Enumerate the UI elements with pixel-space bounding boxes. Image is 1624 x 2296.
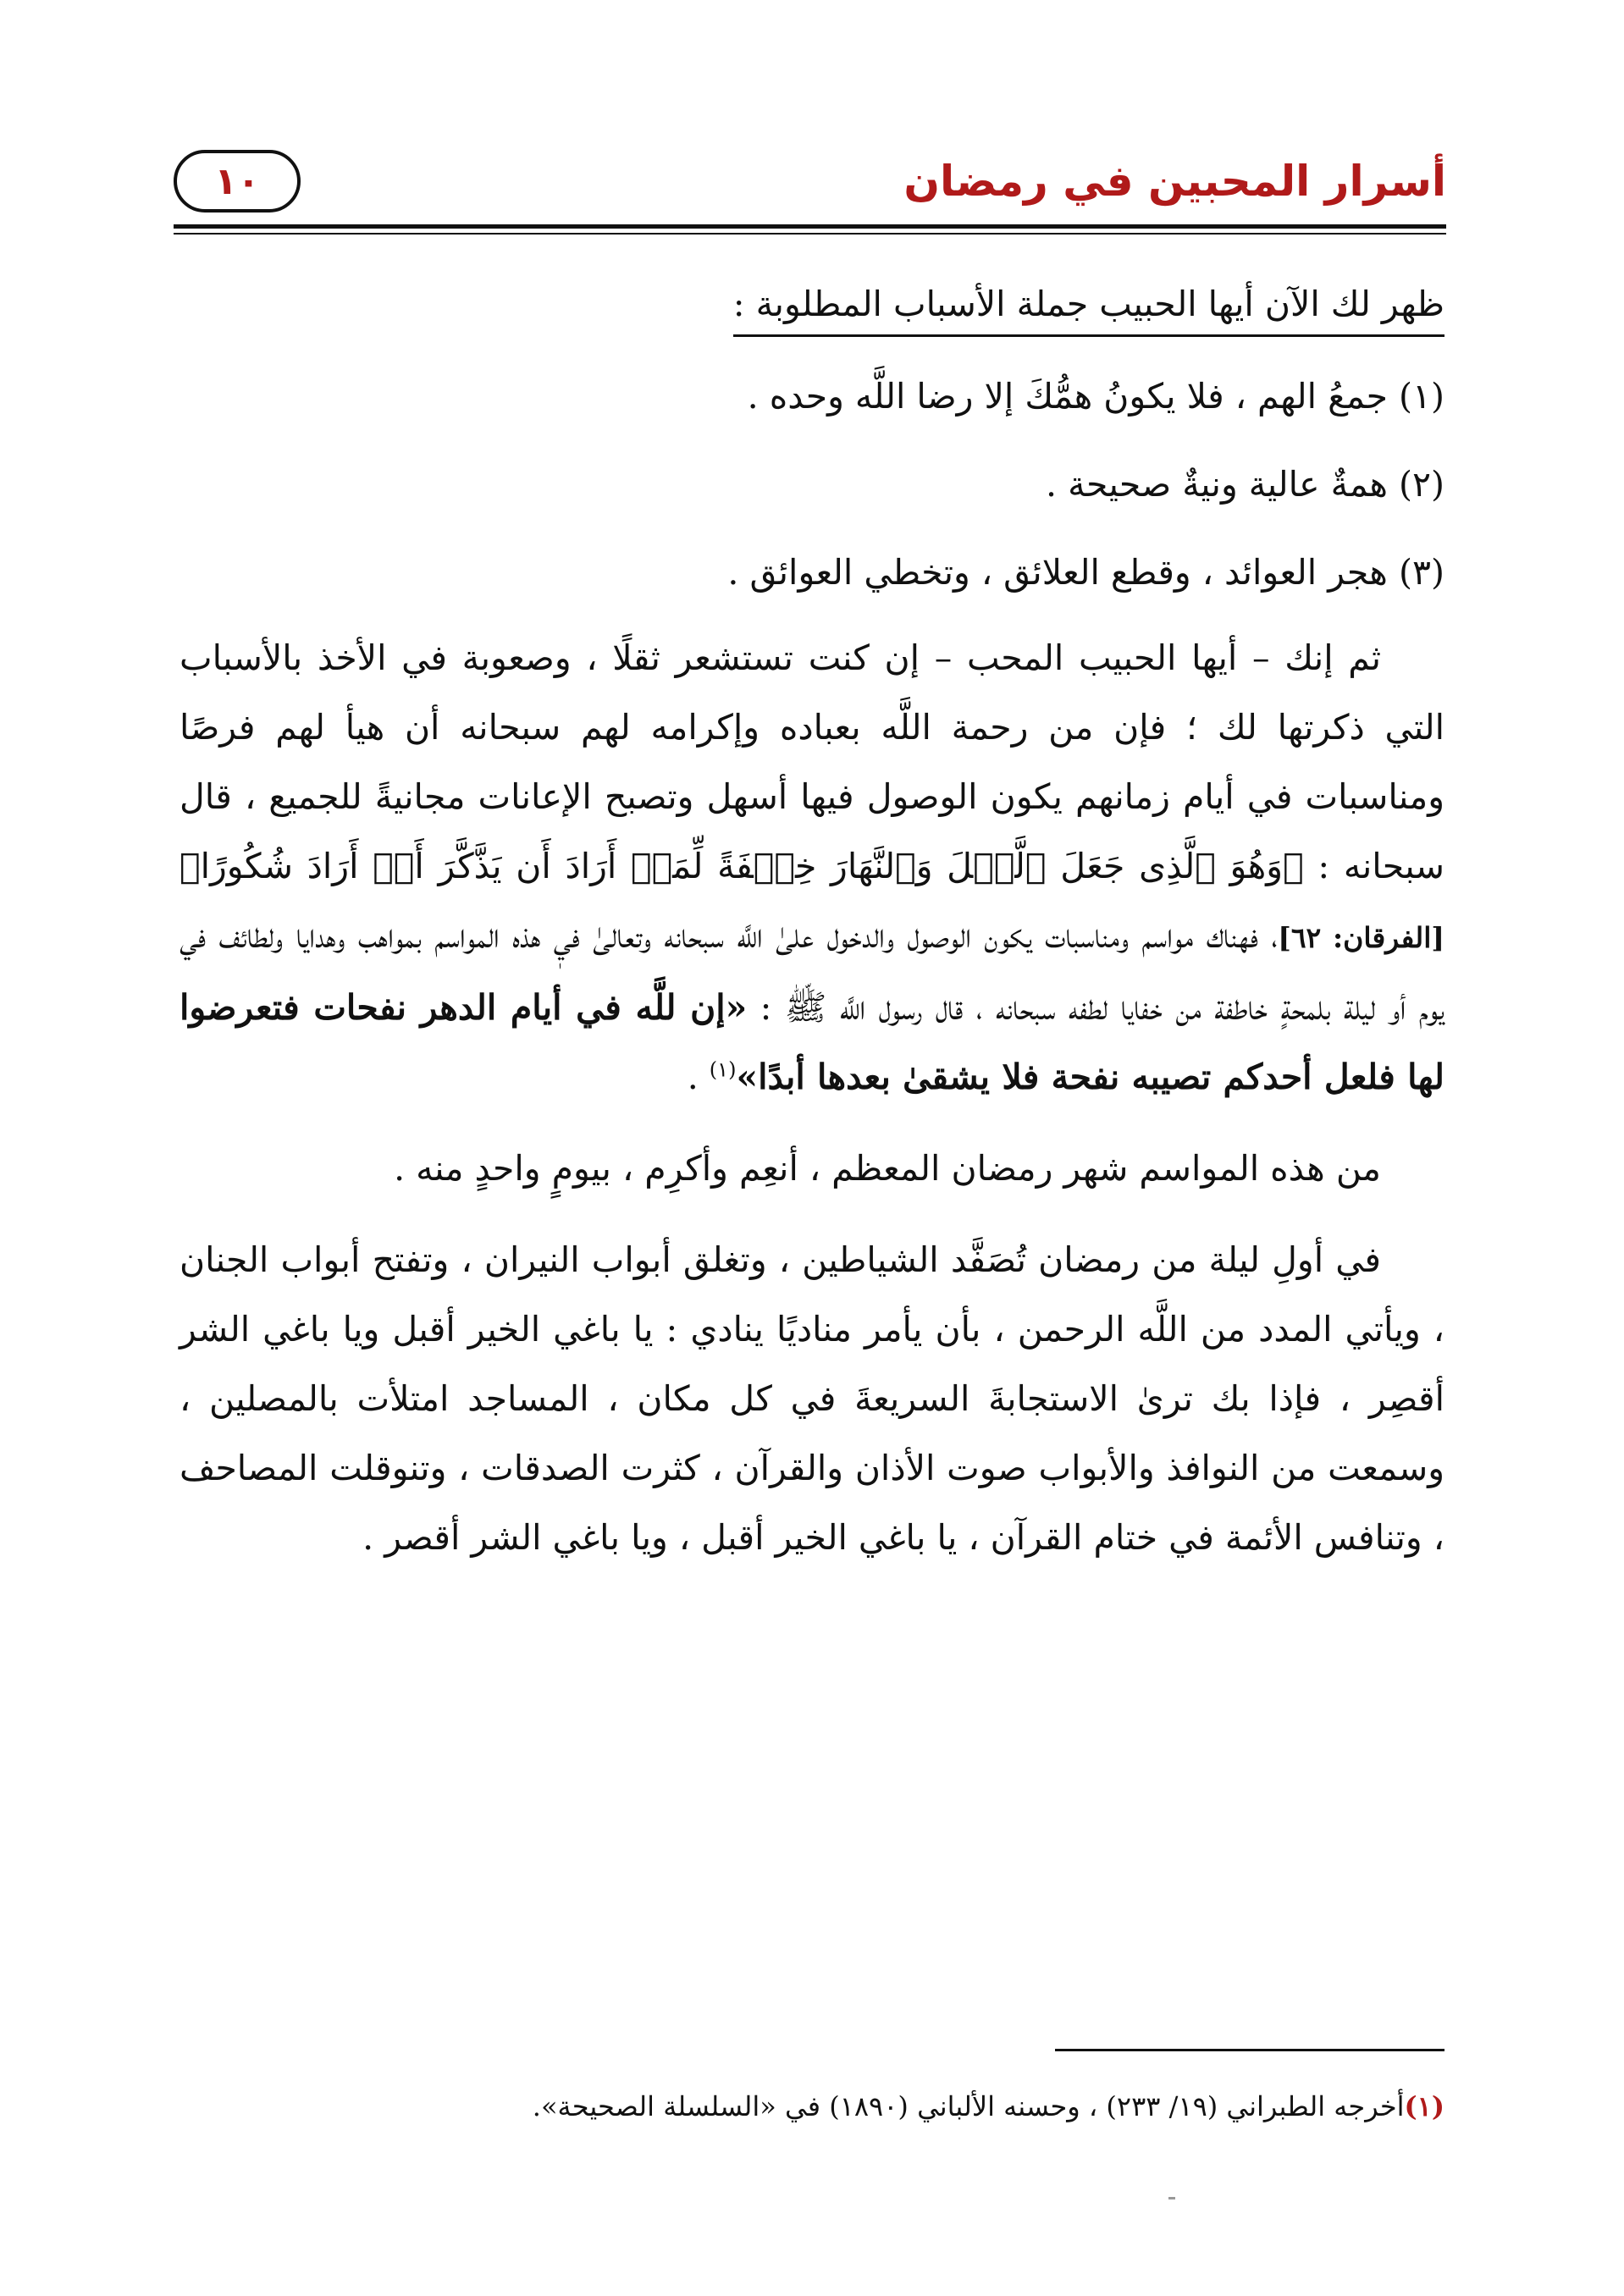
- footnote-number: (١): [1404, 2090, 1444, 2122]
- footnote: [180, 2083, 1444, 2130]
- header-divider-thin: [174, 233, 1446, 235]
- causes-list: [180, 352, 1444, 616]
- book-title: أسرار المحبين في رمضان: [903, 157, 1446, 206]
- paragraph-end-mark: .: [687, 1057, 699, 1097]
- page-mark-dot: [1168, 2197, 1175, 2199]
- page-number-badge: ١٠: [174, 150, 301, 212]
- cause-item-2: (٢) همةٌ عالية ونيةٌ صحيحة .: [1046, 464, 1444, 505]
- paragraph-seasons-intro: [180, 623, 1444, 1112]
- footnote-marker[interactable]: (١): [709, 1057, 737, 1082]
- footnote-text: أخرجه الطبراني (١٩/ ٢٣٣) ، وحسنه الألباني (١٨٩٠) في «السلسلة الصحيحة».: [532, 2090, 1405, 2122]
- paragraph-intro-text: ثم إنك – أيها الحبيب المحب – إن كنت تستشعر ثقلًا ، وصعوبة في الأخذ بالأسباب التي ذكرتها لك ؛ فإن من رحمة اللَّه بعباده وإكرامه لهم سبحانه أن هيأ لهم فرصًا ومناسبات في أيام زمانهم يكون الوصول فيها أسهل وتصبح الإعانات مجانيةً للجميع ، قال سبحانه :: [180, 637, 1444, 886]
- footnote-divider: [1055, 2049, 1444, 2051]
- causes-heading: ظهر لك الآن أيها الحبيب جملة الأسباب المطلوبة :: [733, 273, 1444, 337]
- page-header: [174, 140, 1446, 233]
- hadith-quote: «إن للَّه في أيام الدهر نفحات فتعرضوا لها فلعل أحدكم تصيبه نفحة فلا يشقىٰ بعدها أبدًا»: [180, 987, 1444, 1097]
- cause-item-1: (١) جمعُ الهم ، فلا يكونُ همُّكَ إلا رضا اللَّه وحده .: [747, 376, 1444, 417]
- quran-reference: [الفرقان: ٦٢]: [1278, 921, 1444, 954]
- quran-verse: ﴿وَهُوَ ٱلَّذِى جَعَلَ ٱلَّيۡلَ وَٱلنَّهَارَ خِلۡفَةً لِّمَنۡ أَرَادَ أَن يَذَّكَّرَ أَوۡ أَرَادَ شُكُورًا﴾: [180, 846, 1304, 886]
- header-divider: [174, 224, 1446, 229]
- paragraph-ramadan-season: من هذه المواسم شهر رمضان المعظم ، أنعِم وأكرِم ، بيومٍ واحدٍ منه .: [394, 1148, 1381, 1189]
- paragraph-first-night: في أولِ ليلة من رمضان تُصَفَّد الشياطين ، وتغلق أبواب النيران ، وتفتح أبواب الجنان ، ويأتي المدد من اللَّه الرحمن ، بأن يأمر مناديًا ينادي : يا باغي الخير أقبل ويا باغي الشر أقصِر ، فإذا بك ترىٰ الاستجابةَ السريعةَ في كل مكان ، المساجد امتلأت بالمصلين ، وسمعت من النوافذ والأبواب صوت الأذان والقرآن ، كثرت الصدقات ، وتنوقلت المصاحف ، وتنافس الأئمة في ختام القرآن ، يا باغي الخير أقبل ، ويا باغي الشر أقصر .: [180, 1239, 1444, 1558]
- page-body: [180, 269, 1444, 1572]
- cause-item-3: (٣) هجر العوائد ، وقطع العلائق ، وتخطي العوائق .: [727, 552, 1444, 593]
- paragraph-middle-text: ، فهناك مواسم ومناسبات يكون الوصول والدخول علىٰ اللَّه سبحانه وتعالىٰ فيٖ هذه المواسم بمواهب وهدايا ولطائف في يوم أو ليلة بلمحةٍ خاطفة من خفايا لطفه سبحانه ، قال رسول اللَّه ﷺ :: [180, 915, 1444, 1028]
